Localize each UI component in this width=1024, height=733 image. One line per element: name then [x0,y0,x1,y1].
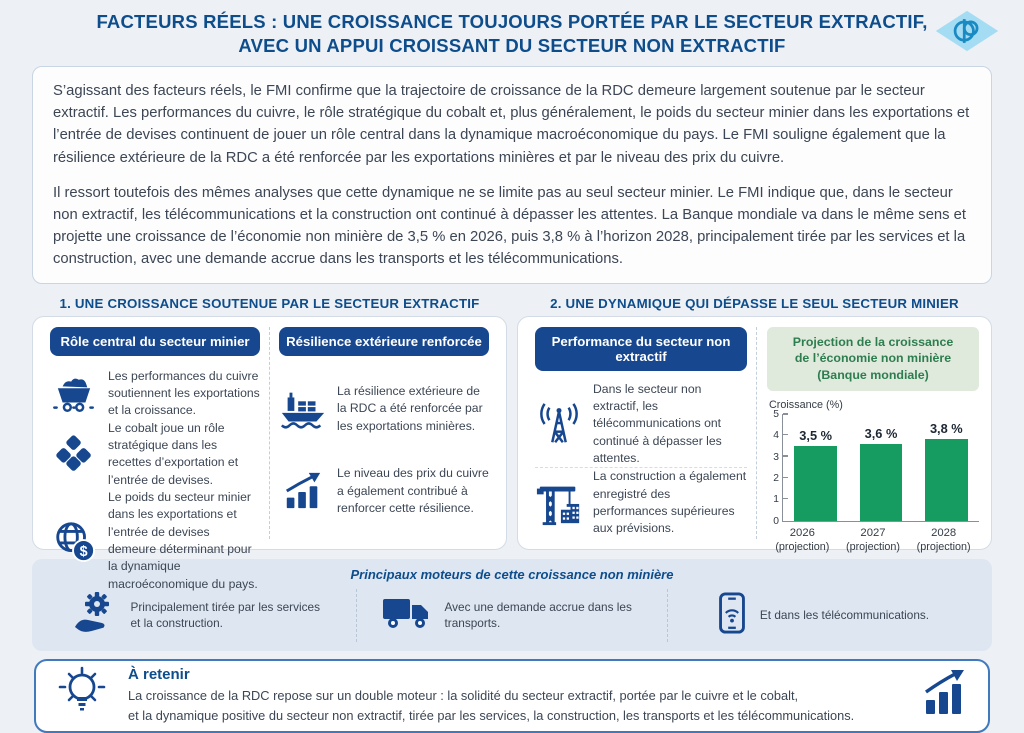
chart-x-axis [767,526,979,555]
cargo-ship-icon [279,389,327,429]
rising-bars-icon [920,670,968,721]
driver-telecom [667,589,978,642]
mining-role-column [41,327,269,591]
bar-value-label: 3,6 % [864,425,898,441]
list-item-text: La résilience extérieure de la RDC a été renforcée par les exportations minières. [337,383,483,433]
chart-title-line3: (Banque mondiale) [817,368,929,383]
list-item [535,381,747,468]
phone-wifi-icon [717,592,747,639]
takeaway-line1: La croissance de la RDC repose sur un double moteur : la solidité du secteur extractif, portée par le cuivre et le cobalt, [128,688,799,704]
svg-text:$: $ [79,543,88,560]
resilience-column [269,327,498,539]
page-title-line1: FACTEURS RÉELS : UNE CROISSANCE TOUJOURS PORTÉE PAR LE SECTEUR EXTRACTIF, [96,11,928,32]
drivers-title: Principaux moteurs de cette croissance non minière [350,566,674,582]
driver-text: Et dans les télécommunications. [759,607,930,622]
y-tick-label: 2 [773,472,779,484]
globe-dollar-icon [50,519,98,563]
list-item-text: Dans le secteur non extractif, les télécommunications ont continué à dépasser les attentes. [593,381,722,465]
chart-title-line1: Projection de la croissance [792,334,954,349]
section1-panel [32,316,507,591]
radio-tower-icon [535,401,583,447]
takeaway-box [34,659,990,733]
bar-2028 [919,414,974,521]
bar-value-label: 3,5 % [799,427,833,443]
list-item-text: Le cobalt joue un rôle stratégique dans les recettes d’exportation et l’entrée de devises. [108,420,239,487]
y-tick-label: 3 [773,451,779,463]
x-tick-label: 2026 (projection) [775,526,830,554]
non-extractive-pill[interactable]: Performance du secteur non extractif [535,327,747,371]
truck-icon [380,594,432,637]
cobalt-blocks-icon [50,434,98,474]
page-header [0,0,1024,62]
list-item-text: La construction a également enregistré des performances supérieures aux prévisions. [593,469,747,536]
non-extractive-column [526,327,756,539]
list-item [50,489,260,593]
x-tick-label: 2028 (projection) [916,526,971,554]
section2-heading: 2. UNE DYNAMIQUE QUI DÉPASSE LE SEUL SECTEUR MINIER [550,295,959,311]
list-item [50,368,260,420]
intro-paragraph-1: S’agissant des facteurs réels, le FMI confirme que la trajectoire de croissance de la RDC demeure largement soutenue par le secteur extractif. Les performances du cuivre, le rôle stratégique du cobalt et, plus généralement, le poids du secteur minier dans les exportations et l’entrée de devises continuent de jouer un rôle central dans la dynamique macroéconomique du pays. Le FMI souligne également que la résilience extérieure de la RDC a été renforcée par les exportations minières et par le niveau des prix du cuivre. [53,83,970,166]
bar-2027 [854,414,909,521]
chart-y-axis [767,409,782,527]
resilience-pill[interactable]: Résilience extérieure renforcée [279,327,489,356]
chart-title-line2: de l’économie non minière [794,351,952,366]
list-item-text: Le niveau des prix du cuivre a également contribué à renforcer cette résilience. [337,466,489,515]
takeaway-title: À retenir [128,666,190,684]
intro-text-box [32,66,992,284]
x-tick-label: 2027 (projection) [845,526,900,554]
page-title-line2: AVEC UN APPUI CROISSANT DU SECTEUR NON EXTRACTIF [238,35,786,57]
y-tick-label: 4 [773,430,779,442]
section2-panel [517,316,992,554]
bcc-diamond-logo-icon [934,8,1000,59]
bar-plot [782,414,979,522]
takeaway-line2: et la dynamique positive du secteur non extractif, tirée par les services, la construction, les transports et les télécommunications. [128,707,855,723]
bar-value-label: 3,8 % [929,421,963,437]
section-non-extractive [517,292,992,554]
mining-role-pill[interactable]: Rôle central du secteur minier [50,327,260,356]
intro-paragraph-2: Il ressort toutefois des mêmes analyses que cette dynamique ne se limite pas au seul secteur minier. Le FMI indique que, dans le secteur non extractif, les télécommunications et la construction ont continué à dépasser les attentes. La Banque mondiale va dans le même sens et projette une croissance de l’économie non minière de 3,5 % en 2026, puis 3,8 % à l’horizon 2028, principalement tirée par les services et la construction, avec une demande accrue dans les transports et les télécommunications. [53,184,966,268]
driver-services [46,589,356,642]
bar-2026 [788,414,843,521]
mine-cart-icon [50,375,98,413]
lightbulb-icon [56,665,108,726]
driver-text: Avec une demande accrue dans les transports. [444,599,632,631]
list-item [535,468,747,537]
list-item-text: Les performances du cuivre soutiennent les exportations et la croissance. [108,368,260,418]
driver-transport [356,589,667,642]
bar-chart [767,408,979,527]
list-item-text: Le poids du secteur minier dans les exportations et l’entrée de devises demeure déterminant pour la dynamique macroéconomique du pays. [108,489,258,591]
growth-chart-icon [279,471,327,511]
list-item [279,383,489,435]
y-tick-label: 1 [773,494,779,506]
section-extractive [32,292,507,591]
section1-heading: 1. UNE CROISSANCE SOUTENUE PAR LE SECTEUR EXTRACTIF [59,295,480,311]
y-tick-label: 0 [773,515,779,527]
projection-chart-column [756,327,983,554]
y-tick-label: 5 [773,408,779,420]
driver-text: Principalement tirée par les services et la construction. [130,599,320,631]
chart-title [767,327,979,391]
list-item [279,465,489,517]
chart-ylabel: Croissance (%) [769,398,843,411]
hand-gear-icon [72,591,118,640]
list-item [50,420,260,489]
crane-icon [535,479,583,527]
